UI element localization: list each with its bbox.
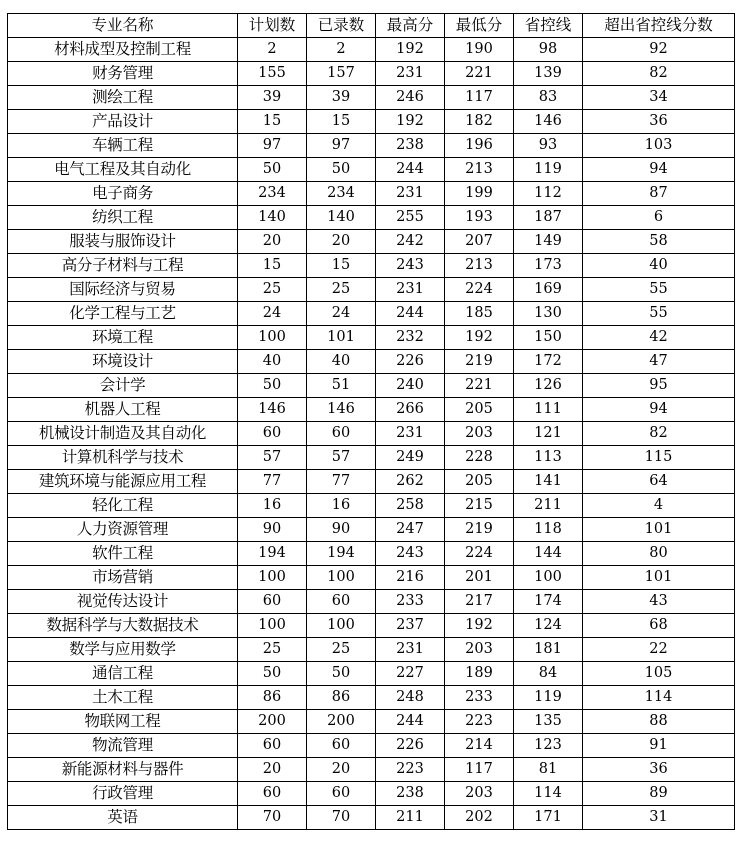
cell-lowest-score: 203 (445, 782, 514, 806)
cell-admitted-count: 60 (307, 590, 376, 614)
table-row (8, 686, 735, 710)
cell-admitted-count: 57 (307, 446, 376, 470)
cell-major-name: 物流管理 (8, 734, 238, 758)
cell-highest-score: 231 (376, 278, 445, 302)
cell-lowest-score: 219 (445, 518, 514, 542)
cell-provincial-line: 100 (514, 566, 583, 590)
cell-highest-score: 244 (376, 158, 445, 182)
cell-highest-score: 226 (376, 734, 445, 758)
cell-major-name: 环境设计 (8, 350, 238, 374)
cell-major-name: 车辆工程 (8, 134, 238, 158)
cell-lowest-score: 233 (445, 686, 514, 710)
cell-highest-score: 231 (376, 638, 445, 662)
header-planned-count: 计划数 (238, 14, 307, 38)
cell-points-above-line: 87 (583, 182, 735, 206)
cell-lowest-score: 201 (445, 566, 514, 590)
cell-points-above-line: 94 (583, 158, 735, 182)
cell-provincial-line: 146 (514, 110, 583, 134)
cell-highest-score: 192 (376, 38, 445, 62)
cell-highest-score: 258 (376, 494, 445, 518)
cell-lowest-score: 199 (445, 182, 514, 206)
cell-admitted-count: 50 (307, 158, 376, 182)
cell-major-name: 人力资源管理 (8, 518, 238, 542)
cell-planned-count: 70 (238, 806, 307, 830)
cell-lowest-score: 228 (445, 446, 514, 470)
table-row (8, 254, 735, 278)
cell-provincial-line: 98 (514, 38, 583, 62)
cell-highest-score: 243 (376, 542, 445, 566)
cell-provincial-line: 81 (514, 758, 583, 782)
cell-provincial-line: 119 (514, 686, 583, 710)
cell-major-name: 产品设计 (8, 110, 238, 134)
table-row (8, 350, 735, 374)
cell-points-above-line: 101 (583, 566, 735, 590)
cell-planned-count: 16 (238, 494, 307, 518)
cell-admitted-count: 40 (307, 350, 376, 374)
table-row (8, 710, 735, 734)
cell-provincial-line: 171 (514, 806, 583, 830)
cell-lowest-score: 224 (445, 542, 514, 566)
cell-planned-count: 50 (238, 374, 307, 398)
cell-lowest-score: 221 (445, 374, 514, 398)
admission-score-table (7, 13, 735, 830)
cell-planned-count: 77 (238, 470, 307, 494)
cell-planned-count: 50 (238, 662, 307, 686)
table-row (8, 110, 735, 134)
cell-planned-count: 146 (238, 398, 307, 422)
table-row (8, 782, 735, 806)
cell-planned-count: 194 (238, 542, 307, 566)
cell-admitted-count: 101 (307, 326, 376, 350)
cell-provincial-line: 121 (514, 422, 583, 446)
cell-points-above-line: 82 (583, 62, 735, 86)
cell-lowest-score: 193 (445, 206, 514, 230)
cell-points-above-line: 94 (583, 398, 735, 422)
cell-provincial-line: 211 (514, 494, 583, 518)
cell-major-name: 英语 (8, 806, 238, 830)
cell-provincial-line: 144 (514, 542, 583, 566)
cell-admitted-count: 157 (307, 62, 376, 86)
table-row (8, 182, 735, 206)
cell-admitted-count: 20 (307, 230, 376, 254)
table-row (8, 566, 735, 590)
cell-lowest-score: 192 (445, 614, 514, 638)
cell-highest-score: 262 (376, 470, 445, 494)
cell-provincial-line: 135 (514, 710, 583, 734)
cell-admitted-count: 25 (307, 278, 376, 302)
cell-provincial-line: 93 (514, 134, 583, 158)
cell-admitted-count: 194 (307, 542, 376, 566)
cell-major-name: 环境工程 (8, 326, 238, 350)
cell-provincial-line: 173 (514, 254, 583, 278)
cell-points-above-line: 105 (583, 662, 735, 686)
cell-points-above-line: 22 (583, 638, 735, 662)
cell-planned-count: 90 (238, 518, 307, 542)
cell-points-above-line: 103 (583, 134, 735, 158)
cell-major-name: 化学工程与工艺 (8, 302, 238, 326)
header-row (8, 14, 735, 38)
cell-planned-count: 15 (238, 110, 307, 134)
cell-lowest-score: 223 (445, 710, 514, 734)
table-row (8, 302, 735, 326)
cell-planned-count: 86 (238, 686, 307, 710)
cell-admitted-count: 2 (307, 38, 376, 62)
cell-points-above-line: 101 (583, 518, 735, 542)
cell-points-above-line: 114 (583, 686, 735, 710)
cell-points-above-line: 80 (583, 542, 735, 566)
table-row (8, 38, 735, 62)
cell-admitted-count: 20 (307, 758, 376, 782)
table-row (8, 470, 735, 494)
cell-provincial-line: 123 (514, 734, 583, 758)
table-row (8, 374, 735, 398)
cell-major-name: 土木工程 (8, 686, 238, 710)
cell-lowest-score: 217 (445, 590, 514, 614)
cell-provincial-line: 112 (514, 182, 583, 206)
cell-points-above-line: 31 (583, 806, 735, 830)
cell-provincial-line: 150 (514, 326, 583, 350)
cell-admitted-count: 86 (307, 686, 376, 710)
cell-highest-score: 226 (376, 350, 445, 374)
cell-points-above-line: 88 (583, 710, 735, 734)
cell-major-name: 数学与应用数学 (8, 638, 238, 662)
cell-major-name: 材料成型及控制工程 (8, 38, 238, 62)
table-row (8, 422, 735, 446)
cell-lowest-score: 196 (445, 134, 514, 158)
cell-provincial-line: 169 (514, 278, 583, 302)
cell-major-name: 通信工程 (8, 662, 238, 686)
header-points-above-line: 超出省控线分数 (583, 14, 735, 38)
cell-major-name: 视觉传达设计 (8, 590, 238, 614)
cell-points-above-line: 58 (583, 230, 735, 254)
cell-planned-count: 60 (238, 734, 307, 758)
cell-major-name: 数据科学与大数据技术 (8, 614, 238, 638)
cell-admitted-count: 16 (307, 494, 376, 518)
cell-admitted-count: 100 (307, 566, 376, 590)
cell-admitted-count: 70 (307, 806, 376, 830)
cell-planned-count: 60 (238, 590, 307, 614)
cell-points-above-line: 95 (583, 374, 735, 398)
cell-major-name: 建筑环境与能源应用工程 (8, 470, 238, 494)
cell-provincial-line: 139 (514, 62, 583, 86)
table-row (8, 542, 735, 566)
cell-lowest-score: 117 (445, 86, 514, 110)
cell-planned-count: 100 (238, 566, 307, 590)
cell-lowest-score: 221 (445, 62, 514, 86)
cell-planned-count: 15 (238, 254, 307, 278)
cell-highest-score: 246 (376, 86, 445, 110)
cell-highest-score: 244 (376, 302, 445, 326)
cell-planned-count: 60 (238, 422, 307, 446)
cell-planned-count: 2 (238, 38, 307, 62)
cell-lowest-score: 215 (445, 494, 514, 518)
cell-lowest-score: 203 (445, 422, 514, 446)
cell-lowest-score: 190 (445, 38, 514, 62)
cell-planned-count: 40 (238, 350, 307, 374)
cell-highest-score: 242 (376, 230, 445, 254)
cell-lowest-score: 205 (445, 398, 514, 422)
cell-major-name: 行政管理 (8, 782, 238, 806)
cell-highest-score: 227 (376, 662, 445, 686)
table-row (8, 158, 735, 182)
cell-points-above-line: 82 (583, 422, 735, 446)
cell-planned-count: 25 (238, 278, 307, 302)
cell-planned-count: 155 (238, 62, 307, 86)
cell-lowest-score: 213 (445, 254, 514, 278)
cell-lowest-score: 214 (445, 734, 514, 758)
cell-major-name: 财务管理 (8, 62, 238, 86)
cell-points-above-line: 43 (583, 590, 735, 614)
table-row (8, 662, 735, 686)
cell-highest-score: 232 (376, 326, 445, 350)
table-row (8, 326, 735, 350)
cell-points-above-line: 34 (583, 86, 735, 110)
cell-highest-score: 266 (376, 398, 445, 422)
cell-major-name: 服装与服饰设计 (8, 230, 238, 254)
cell-admitted-count: 140 (307, 206, 376, 230)
cell-points-above-line: 47 (583, 350, 735, 374)
cell-points-above-line: 42 (583, 326, 735, 350)
cell-admitted-count: 50 (307, 662, 376, 686)
cell-admitted-count: 100 (307, 614, 376, 638)
cell-lowest-score: 203 (445, 638, 514, 662)
cell-planned-count: 57 (238, 446, 307, 470)
header-major-name: 专业名称 (8, 14, 238, 38)
cell-highest-score: 238 (376, 134, 445, 158)
cell-highest-score: 243 (376, 254, 445, 278)
cell-provincial-line: 124 (514, 614, 583, 638)
cell-planned-count: 100 (238, 614, 307, 638)
cell-provincial-line: 149 (514, 230, 583, 254)
cell-planned-count: 20 (238, 230, 307, 254)
table-row (8, 734, 735, 758)
cell-admitted-count: 60 (307, 782, 376, 806)
cell-highest-score: 233 (376, 590, 445, 614)
cell-lowest-score: 192 (445, 326, 514, 350)
cell-admitted-count: 97 (307, 134, 376, 158)
cell-lowest-score: 207 (445, 230, 514, 254)
cell-lowest-score: 189 (445, 662, 514, 686)
cell-planned-count: 50 (238, 158, 307, 182)
cell-highest-score: 248 (376, 686, 445, 710)
cell-provincial-line: 84 (514, 662, 583, 686)
cell-planned-count: 140 (238, 206, 307, 230)
cell-lowest-score: 224 (445, 278, 514, 302)
cell-provincial-line: 181 (514, 638, 583, 662)
table-row (8, 518, 735, 542)
cell-admitted-count: 60 (307, 734, 376, 758)
table-row (8, 806, 735, 830)
cell-major-name: 机器人工程 (8, 398, 238, 422)
cell-major-name: 市场营销 (8, 566, 238, 590)
table-row (8, 590, 735, 614)
cell-highest-score: 216 (376, 566, 445, 590)
cell-points-above-line: 36 (583, 110, 735, 134)
cell-lowest-score: 117 (445, 758, 514, 782)
cell-highest-score: 249 (376, 446, 445, 470)
cell-provincial-line: 83 (514, 86, 583, 110)
cell-admitted-count: 51 (307, 374, 376, 398)
table-row (8, 494, 735, 518)
cell-lowest-score: 213 (445, 158, 514, 182)
cell-points-above-line: 68 (583, 614, 735, 638)
cell-major-name: 轻化工程 (8, 494, 238, 518)
cell-points-above-line: 55 (583, 302, 735, 326)
cell-major-name: 纺织工程 (8, 206, 238, 230)
cell-major-name: 新能源材料与器件 (8, 758, 238, 782)
cell-major-name: 高分子材料与工程 (8, 254, 238, 278)
table-row (8, 614, 735, 638)
cell-points-above-line: 40 (583, 254, 735, 278)
cell-points-above-line: 115 (583, 446, 735, 470)
cell-admitted-count: 234 (307, 182, 376, 206)
cell-highest-score: 240 (376, 374, 445, 398)
cell-planned-count: 200 (238, 710, 307, 734)
table-row (8, 638, 735, 662)
table-row (8, 446, 735, 470)
cell-points-above-line: 64 (583, 470, 735, 494)
cell-planned-count: 60 (238, 782, 307, 806)
cell-provincial-line: 118 (514, 518, 583, 542)
cell-highest-score: 231 (376, 182, 445, 206)
cell-admitted-count: 146 (307, 398, 376, 422)
cell-major-name: 国际经济与贸易 (8, 278, 238, 302)
cell-highest-score: 211 (376, 806, 445, 830)
cell-provincial-line: 172 (514, 350, 583, 374)
cell-provincial-line: 114 (514, 782, 583, 806)
cell-admitted-count: 15 (307, 110, 376, 134)
table-row (8, 398, 735, 422)
cell-lowest-score: 205 (445, 470, 514, 494)
cell-admitted-count: 200 (307, 710, 376, 734)
table-row (8, 230, 735, 254)
table-row (8, 86, 735, 110)
cell-highest-score: 237 (376, 614, 445, 638)
table-row (8, 206, 735, 230)
cell-planned-count: 24 (238, 302, 307, 326)
cell-provincial-line: 111 (514, 398, 583, 422)
cell-admitted-count: 39 (307, 86, 376, 110)
cell-provincial-line: 119 (514, 158, 583, 182)
cell-admitted-count: 60 (307, 422, 376, 446)
cell-points-above-line: 4 (583, 494, 735, 518)
cell-planned-count: 25 (238, 638, 307, 662)
cell-highest-score: 223 (376, 758, 445, 782)
cell-admitted-count: 24 (307, 302, 376, 326)
cell-highest-score: 247 (376, 518, 445, 542)
cell-provincial-line: 141 (514, 470, 583, 494)
cell-highest-score: 231 (376, 62, 445, 86)
cell-major-name: 物联网工程 (8, 710, 238, 734)
cell-lowest-score: 185 (445, 302, 514, 326)
cell-highest-score: 238 (376, 782, 445, 806)
table-row (8, 278, 735, 302)
header-highest-score: 最高分 (376, 14, 445, 38)
cell-major-name: 电子商务 (8, 182, 238, 206)
cell-lowest-score: 202 (445, 806, 514, 830)
cell-lowest-score: 219 (445, 350, 514, 374)
cell-provincial-line: 174 (514, 590, 583, 614)
cell-highest-score: 244 (376, 710, 445, 734)
cell-points-above-line: 92 (583, 38, 735, 62)
cell-highest-score: 192 (376, 110, 445, 134)
header-provincial-line: 省控线 (514, 14, 583, 38)
header-lowest-score: 最低分 (445, 14, 514, 38)
cell-admitted-count: 77 (307, 470, 376, 494)
cell-major-name: 机械设计制造及其自动化 (8, 422, 238, 446)
cell-major-name: 电气工程及其自动化 (8, 158, 238, 182)
table-row (8, 62, 735, 86)
table-row (8, 134, 735, 158)
cell-points-above-line: 36 (583, 758, 735, 782)
cell-planned-count: 39 (238, 86, 307, 110)
cell-highest-score: 255 (376, 206, 445, 230)
cell-points-above-line: 91 (583, 734, 735, 758)
cell-major-name: 软件工程 (8, 542, 238, 566)
cell-provincial-line: 126 (514, 374, 583, 398)
cell-provincial-line: 113 (514, 446, 583, 470)
cell-major-name: 会计学 (8, 374, 238, 398)
cell-major-name: 测绘工程 (8, 86, 238, 110)
cell-admitted-count: 25 (307, 638, 376, 662)
header-admitted-count: 已录数 (307, 14, 376, 38)
cell-planned-count: 20 (238, 758, 307, 782)
cell-planned-count: 97 (238, 134, 307, 158)
cell-points-above-line: 6 (583, 206, 735, 230)
cell-provincial-line: 130 (514, 302, 583, 326)
cell-major-name: 计算机科学与技术 (8, 446, 238, 470)
cell-planned-count: 234 (238, 182, 307, 206)
cell-highest-score: 231 (376, 422, 445, 446)
table-row (8, 758, 735, 782)
cell-planned-count: 100 (238, 326, 307, 350)
cell-points-above-line: 89 (583, 782, 735, 806)
cell-admitted-count: 15 (307, 254, 376, 278)
cell-lowest-score: 182 (445, 110, 514, 134)
cell-points-above-line: 55 (583, 278, 735, 302)
cell-provincial-line: 187 (514, 206, 583, 230)
cell-admitted-count: 90 (307, 518, 376, 542)
